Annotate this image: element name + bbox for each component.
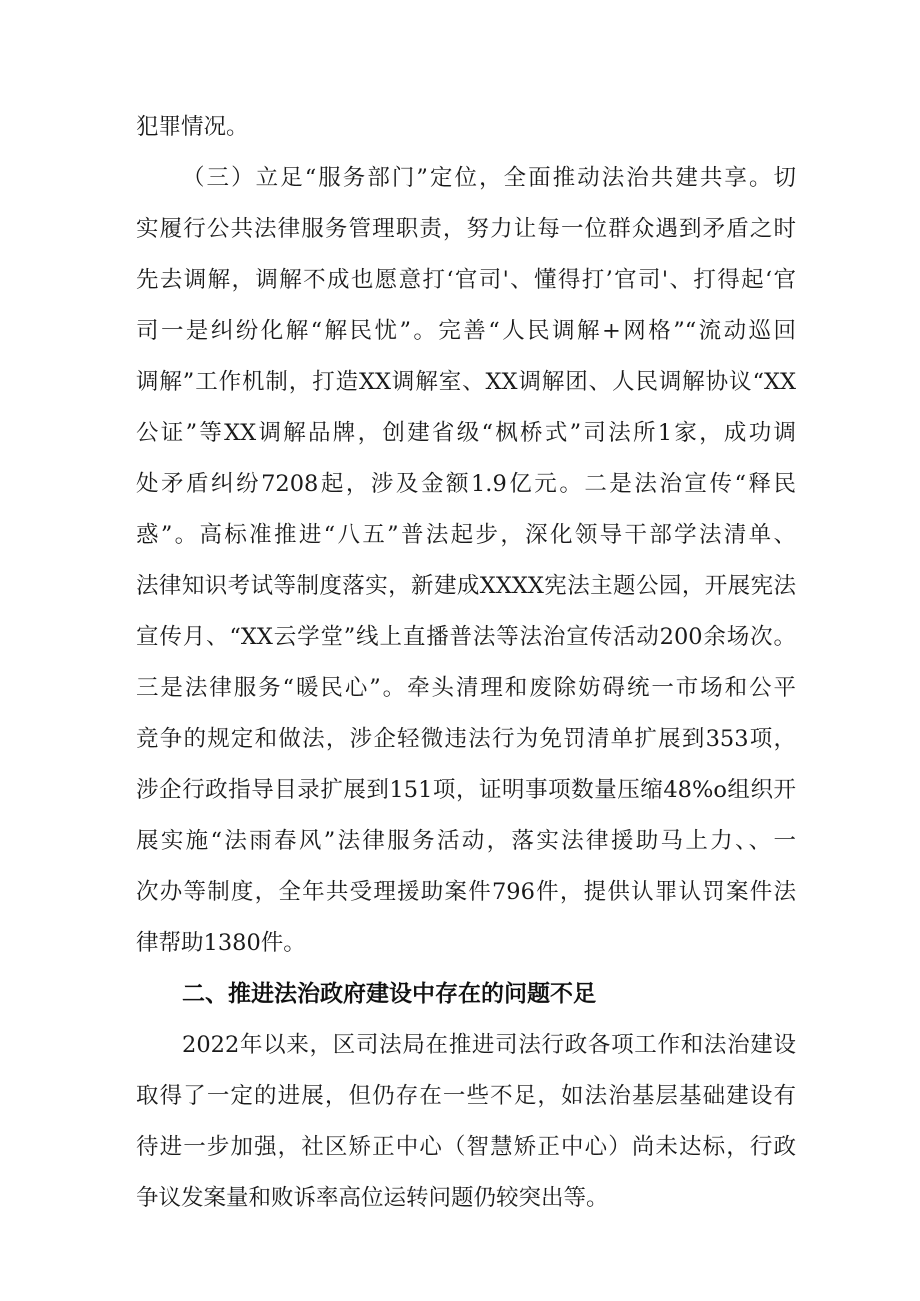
- paragraph-line: 公证”等XX调解品牌，创建省级“枫桥式”司法所1家，成功调: [136, 420, 796, 446]
- paragraph-line: 次办等制度，全年共受理援助案件796件，提供认罪认罚案件法: [136, 879, 796, 905]
- paragraph-line: 处矛盾纠纷7208起，涉及金额1.9亿元。二是法治宣传“释民: [136, 471, 796, 497]
- paragraph-line: 犯罪情况。: [136, 114, 249, 140]
- paragraph-line: 待进一步加强，社区矫正中心（智慧矫正中心）尚未达标，行政: [136, 1134, 796, 1160]
- paragraph-line: 涉企行政指导目录扩展到151项，证明事项数量压缩48%o组织开: [136, 777, 796, 803]
- paragraph-line: 调解”工作机制，打造XX调解室、XX调解团、人民调解协议“XX: [136, 369, 796, 395]
- paragraph-line: 宣传月、“XX云学堂”线上直播普法等法治宣传活动200余场次。: [136, 624, 796, 650]
- paragraph-line: 惑”。高标准推进“八五”普法起步，深化领导干部学法清单、: [136, 522, 796, 548]
- paragraph-line: 取得了一定的进展，但仍存在一些不足，如法治基层基础建设有: [136, 1083, 796, 1109]
- paragraph-line: 司一是纠纷化解“解民忧”。完善“人民调解+网格”“流动巡回: [136, 318, 796, 344]
- paragraph-line: 实履行公共法律服务管理职责，努力让每一位群众遇到矛盾之时: [136, 216, 796, 242]
- paragraph-line: 先去调解，调解不成也愿意打‘官司'、懂得打’官司'、打得起‘官: [136, 267, 796, 293]
- paragraph-line: （三）立足“服务部门”定位，全面推动法治共建共享。切: [182, 165, 796, 191]
- paragraph-line: 律帮助1380件。: [136, 930, 306, 956]
- paragraph-line: 法律知识考试等制度落实，新建成XXXX宪法主题公园，开展宪法: [136, 573, 796, 599]
- paragraph-line: 竞争的规定和做法，涉企轻微违法行为免罚清单扩展到353项，: [136, 726, 796, 752]
- paragraph-line: 三是法律服务“暖民心”。牵头清理和废除妨碍统一市场和公平: [136, 675, 796, 701]
- paragraph-line: 展实施“法雨春风”法律服务活动，落实法律援助马上力、、一: [136, 828, 796, 854]
- paragraph-line: 2022年以来，区司法局在推进司法行政各项工作和法治建设: [182, 1032, 796, 1058]
- section-heading: 二、推进法治政府建设中存在的问题不足: [182, 981, 596, 1007]
- paragraph-line: 争议发案量和败诉率高位运转问题仍较突出等。: [136, 1185, 609, 1211]
